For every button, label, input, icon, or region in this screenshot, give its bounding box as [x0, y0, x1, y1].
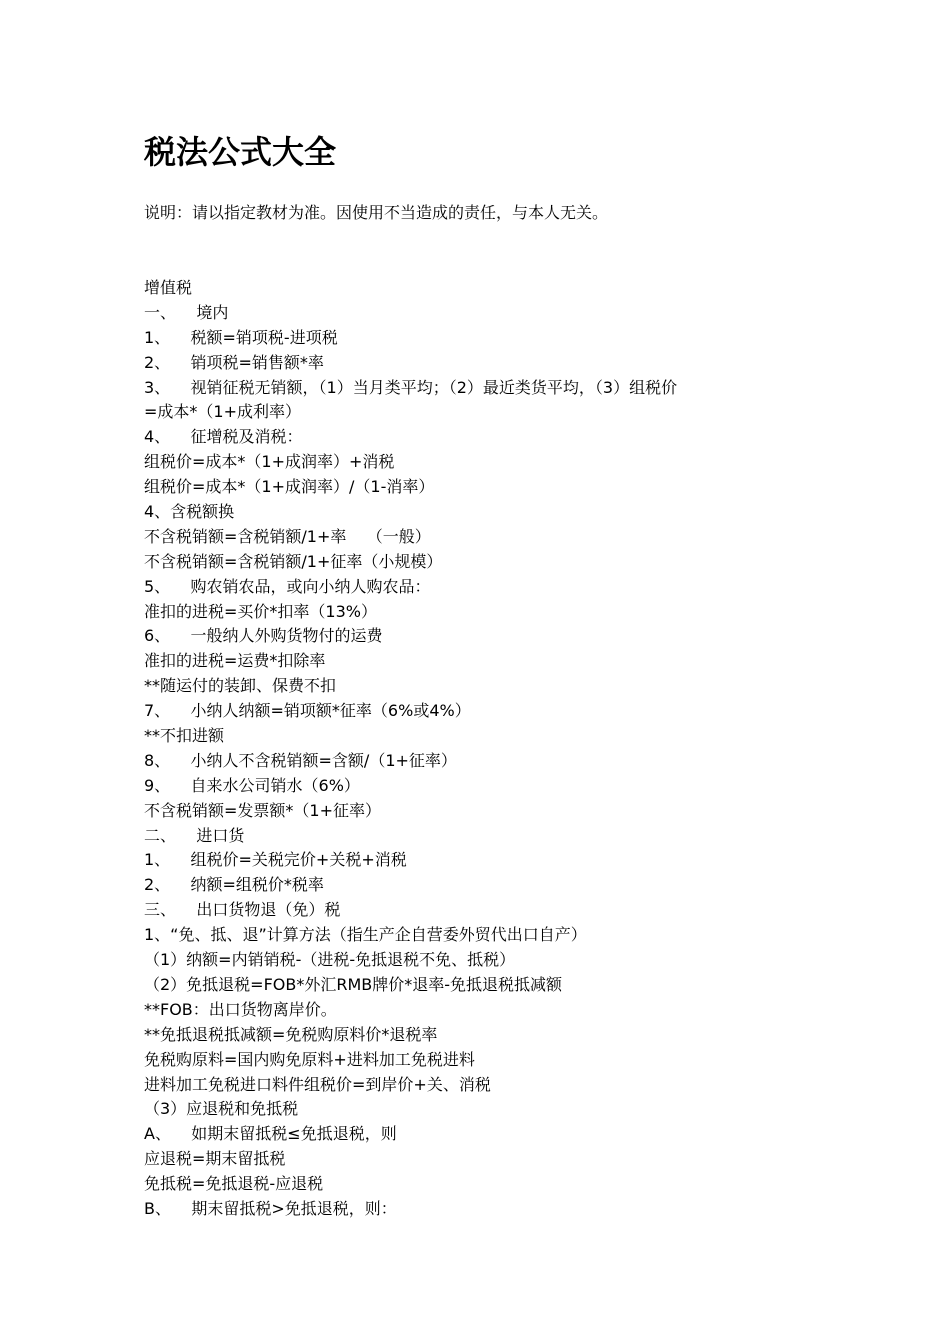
text-line: 准扣的进税=买价*扣率（13%）	[144, 601, 377, 621]
text-line: 9、 自来水公司销水（6%）	[144, 775, 360, 795]
text-line: 三、 出口货物退（免）税	[144, 900, 341, 920]
text-line: 不含税销额=含税销额/1+征率（小规模）	[144, 551, 443, 571]
section-heading: 增值税	[144, 278, 193, 297]
text-line: 组税价=成本*（1+成润率）/（1-消率）	[144, 477, 435, 497]
text-line: **免抵退税抵减额=免税购原料价*退税率	[144, 1024, 438, 1044]
text-line: 2、 销项税=销售额*率	[144, 352, 324, 372]
text-line: （3）应退税和免抵税	[144, 1099, 299, 1119]
text-line: 4、 征增税及消税：	[144, 427, 303, 447]
text-line: **FOB：出口货物离岸价。	[144, 999, 337, 1019]
text-line: 5、 购农销农品，或向小纳人购农品：	[144, 576, 431, 596]
text-line: 二、 进口货	[144, 825, 245, 845]
text-line: 7、 小纳人纳额=销项额*征率（6%或4%）	[144, 701, 471, 721]
text-line: 1、 税额=销项税-进项税	[144, 327, 338, 347]
text-line: 2、 纳额=组税价*税率	[144, 875, 324, 895]
text-line: 准扣的进税=运费*扣除率	[144, 651, 326, 671]
text-line: **不扣进额	[144, 726, 225, 746]
text-line: 1、“免、抵、退”计算方法（指生产企自营委外贸代出口自产）	[144, 925, 587, 945]
text-line: 不含税销额=含税销额/1+率 （一般）	[144, 526, 431, 546]
text-line: 6、 一般纳人外购货物付的运费	[144, 626, 383, 646]
text-line: 一、 境内	[144, 302, 229, 322]
text-line: （1）纳额=内销销税-（进税-免抵退税不免、抵税）	[144, 950, 516, 970]
text-line: 4、含税额换	[144, 502, 235, 522]
text-line: 进料加工免税进口料件组税价=到岸价+关、消税	[144, 1074, 491, 1094]
text-line: 3、 视销征税无销额，（1）当月类平均；（2）最近类货平均，（3）组税价	[144, 377, 678, 397]
text-line: 应退税=期末留抵税	[144, 1149, 286, 1169]
document-body	[144, 276, 824, 1222]
text-line: 免税购原料=国内购免原料+进料加工免税进料	[144, 1049, 475, 1069]
text-line: 免抵税=免抵退税-应退税	[144, 1174, 324, 1194]
text-line: A、 如期末留抵税≤免抵退税，则	[144, 1124, 397, 1144]
disclaimer-note: 说明：请以指定教材为准。因使用不当造成的责任，与本人无关。	[144, 203, 609, 222]
text-line: 组税价=成本*（1+成润率）+消税	[144, 452, 395, 472]
document-title: 税法公式大全	[144, 133, 337, 171]
text-line: 8、 小纳人不含税销额=含额/（1+征率）	[144, 750, 457, 770]
text-line: （2）免抵退税=FOB*外汇RMB牌价*退率-免抵退税抵减额	[144, 974, 563, 994]
text-line: B、 期末留抵税>免抵退税，则：	[144, 1198, 397, 1218]
text-line: =成本*（1+成利率）	[144, 402, 301, 422]
text-line: **随运付的装卸、保费不扣	[144, 676, 337, 696]
text-line: 1、 组税价=关税完价+关税+消税	[144, 850, 407, 870]
text-line: 不含税销额=发票额*（1+征率）	[144, 800, 381, 820]
